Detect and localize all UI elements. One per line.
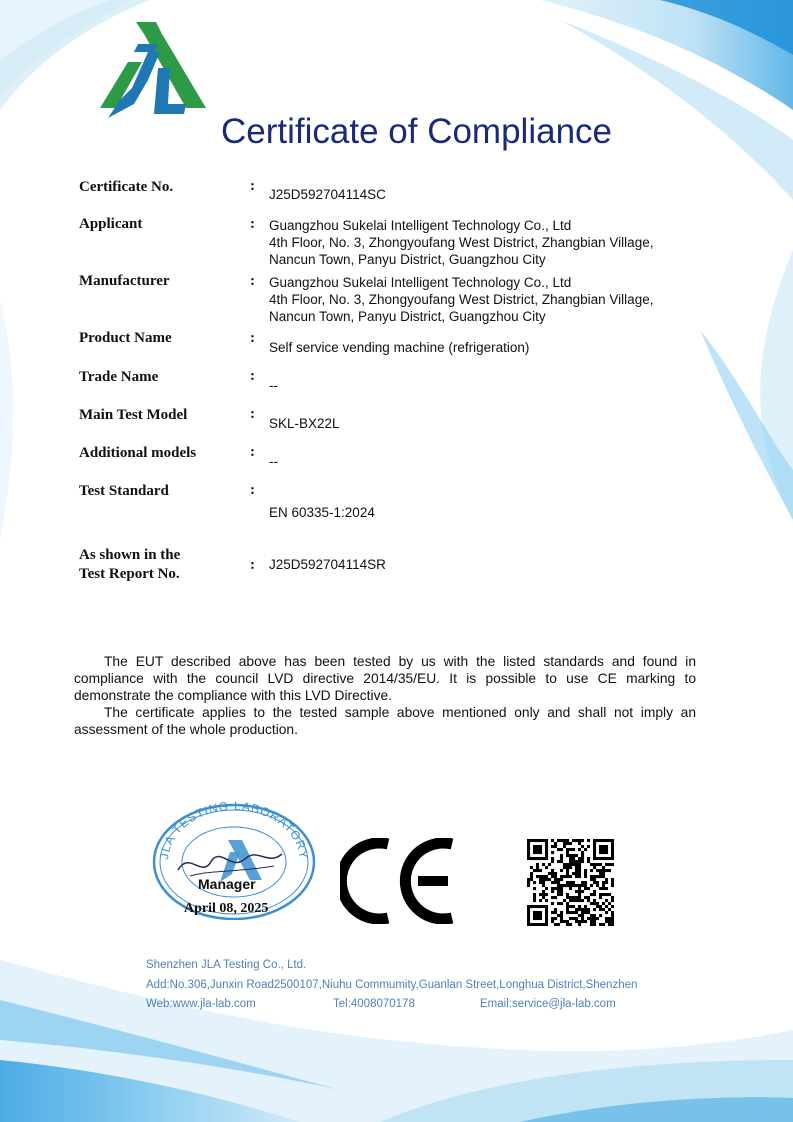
field-value: Self service vending machine (refrigeration) (269, 340, 530, 355)
field-value: Guangzhou Sukelai Intelligent Technology Co., Ltd 4th Floor, No. 3, Zhongyoufang West District, Zhangbian Village, Nancun Town, Panyu District, Guangzhou City (269, 218, 654, 267)
compliance-statement (74, 653, 696, 738)
field-colon: : (250, 178, 255, 194)
qr-code (527, 839, 614, 926)
field-label: Manufacturer (79, 273, 170, 289)
stamp-ring-text: JLA TESTING LABORATORY (157, 800, 312, 861)
field-colon: : (250, 444, 255, 460)
field-value: Guangzhou Sukelai Intelligent Technology Co., Ltd 4th Floor, No. 3, Zhongyoufang West District, Zhangbian Village, Nancun Town, Panyu District, Guangzhou City (269, 275, 654, 324)
field-label: Product Name (79, 330, 172, 346)
stamp-date: April 08, 2025 (184, 901, 269, 916)
field-colon: : (250, 482, 255, 498)
statement-paragraph: The certificate applies to the tested sample above mentioned only and shall not imply an assessment of the whole production. (74, 705, 696, 737)
footer-address: Add:No.306,Junxin Road2500107,Niuhu Commumity,Guanlan Street,Longhua District,Shenzhen (146, 979, 638, 991)
statement-paragraph: The EUT described above has been tested by us with the listed standards and found in compliance with the council LVD directive 2014/35/EU. It is possible to use CE marking to demonstrate the compliance with this LVD Directive. (74, 654, 696, 703)
field-value: -- (269, 378, 278, 393)
footer-tel: Tel:4008070178 (333, 998, 415, 1010)
footer-email: Email:service@jla-lab.com (480, 998, 616, 1010)
ce-mark (340, 838, 460, 924)
field-label: Test Standard (79, 483, 169, 499)
field-colon: : (250, 557, 255, 573)
field-value: SKL-BX22L (269, 416, 340, 431)
field-label: As shown in the Test Report No. (79, 547, 181, 582)
footer-company: Shenzhen JLA Testing Co., Ltd. (146, 959, 307, 971)
field-colon: : (250, 273, 255, 289)
field-value: J25D592704114SR (269, 557, 386, 572)
field-colon: : (250, 216, 255, 232)
field-value: EN 60335-1:2024 (269, 505, 375, 520)
field-label: Additional models (79, 445, 197, 461)
stamp-title: Manager (198, 876, 256, 892)
jla-logo (98, 18, 214, 124)
field-label: Applicant (79, 216, 143, 232)
footer-web: Web:www.jla-lab.com (146, 998, 256, 1010)
field-colon: : (250, 406, 255, 422)
field-label: Certificate No. (79, 179, 174, 195)
certificate-title: Certificate of Compliance (221, 112, 612, 151)
field-colon: : (250, 330, 255, 346)
field-label: Trade Name (79, 369, 159, 385)
field-value: -- (269, 454, 278, 469)
field-value: J25D592704114SC (269, 187, 386, 202)
field-label: Main Test Model (79, 407, 188, 423)
svg-text:JLA TESTING LABORATORY (157, 800, 311, 860)
field-colon: : (250, 368, 255, 384)
